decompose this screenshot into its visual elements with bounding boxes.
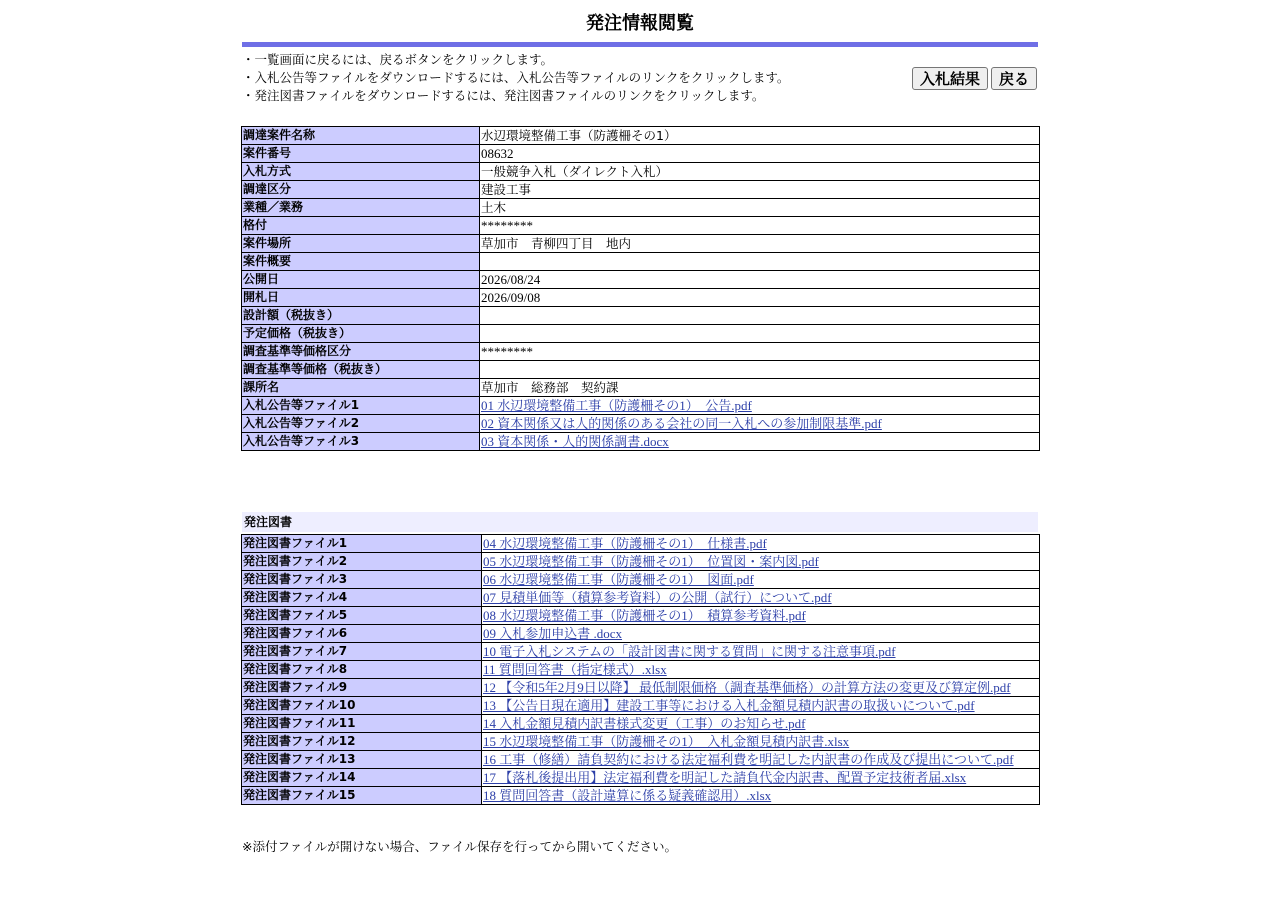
row-label: 発注図書ファイル3 bbox=[242, 571, 482, 589]
row-label: 入札公告等ファイル1 bbox=[242, 397, 480, 415]
row-value bbox=[482, 733, 1040, 751]
title-rule bbox=[242, 42, 1038, 47]
row-label: 発注図書ファイル10 bbox=[242, 697, 482, 715]
notice-file-link-1[interactable]: 01 水辺環境整備工事（防護柵その1） 公告.pdf bbox=[481, 398, 752, 413]
row-label: 案件概要 bbox=[242, 253, 480, 271]
bid-result-button[interactable]: 入札結果 bbox=[912, 67, 988, 90]
table-row bbox=[242, 715, 1040, 733]
row-value bbox=[482, 751, 1040, 769]
table-row bbox=[242, 235, 1040, 253]
row-value bbox=[482, 553, 1040, 571]
notice-file-link-3[interactable]: 03 資本関係・人的関係調書.docx bbox=[481, 434, 669, 449]
table-row bbox=[242, 271, 1040, 289]
table-row bbox=[242, 535, 1040, 553]
table-row bbox=[242, 307, 1040, 325]
drawing-file-link-12[interactable]: 15 水辺環境整備工事（防護柵その1） 入札金額見積内訳書.xlsx bbox=[483, 734, 850, 749]
row-value: 08632 bbox=[480, 145, 1040, 163]
page-title: 発注情報閲覧 bbox=[586, 13, 694, 34]
drawing-file-link-3[interactable]: 06 水辺環境整備工事（防護柵その1） 図面.pdf bbox=[483, 572, 754, 587]
drawing-file-link-15[interactable]: 18 質問回答書（設計違算に係る疑義確認用）.xlsx bbox=[483, 788, 772, 803]
row-label: 設計額（税抜き） bbox=[242, 307, 480, 325]
drawing-file-link-5[interactable]: 08 水辺環境整備工事（防護柵その1） 積算参考資料.pdf bbox=[483, 608, 806, 623]
notice-file-link-2[interactable]: 02 資本関係又は人的関係のある会社の同一入札への参加制限基準.pdf bbox=[481, 416, 882, 431]
row-label: 調査基準等価格区分 bbox=[242, 343, 480, 361]
drawing-file-link-6[interactable]: 09 入札参加申込書 .docx bbox=[483, 626, 623, 641]
table-row bbox=[242, 415, 1040, 433]
table-row bbox=[242, 145, 1040, 163]
row-value bbox=[482, 697, 1040, 715]
instruction-notice-download: ・入札公告等ファイルをダウンロードするには、入札公告等ファイルのリンクをクリックします。 bbox=[242, 70, 790, 85]
table-row bbox=[242, 607, 1040, 625]
row-value bbox=[482, 643, 1040, 661]
table-row bbox=[242, 343, 1040, 361]
table-row bbox=[242, 289, 1040, 307]
row-value bbox=[482, 607, 1040, 625]
row-value: 2026/08/24 bbox=[480, 271, 1040, 289]
drawing-file-link-1[interactable]: 04 水辺環境整備工事（防護柵その1） 仕様書.pdf bbox=[483, 536, 767, 551]
table-row bbox=[242, 625, 1040, 643]
row-value bbox=[480, 307, 1040, 325]
row-label: 入札方式 bbox=[242, 163, 480, 181]
row-value bbox=[480, 415, 1040, 433]
table-row bbox=[242, 361, 1040, 379]
row-value: 建設工事 bbox=[480, 181, 1040, 199]
row-label: 発注図書ファイル11 bbox=[242, 715, 482, 733]
row-label: 発注図書ファイル15 bbox=[242, 787, 482, 805]
row-label: 入札公告等ファイル3 bbox=[242, 433, 480, 451]
row-value: ******** bbox=[480, 343, 1040, 361]
table-row bbox=[242, 553, 1040, 571]
back-button[interactable]: 戻る bbox=[991, 67, 1037, 90]
row-label: 開札日 bbox=[242, 289, 480, 307]
row-value bbox=[482, 715, 1040, 733]
row-label: 発注図書ファイル14 bbox=[242, 769, 482, 787]
row-label: 調達区分 bbox=[242, 181, 480, 199]
instructions bbox=[242, 51, 882, 105]
row-label: 格付 bbox=[242, 217, 480, 235]
drawing-file-link-4[interactable]: 07 見積単価等（積算参考資料）の公開（試行）について.pdf bbox=[483, 590, 832, 605]
row-label: 発注図書ファイル8 bbox=[242, 661, 482, 679]
table-row bbox=[242, 571, 1040, 589]
table-row bbox=[242, 379, 1040, 397]
row-value: 草加市 総務部 契約課 bbox=[480, 379, 1040, 397]
table-row bbox=[242, 661, 1040, 679]
table-row bbox=[242, 127, 1040, 145]
drawing-file-link-14[interactable]: 17 【落札後提出用】法定福利費を明記した請負代金内訳書、配置予定技術者届.xlsx bbox=[483, 770, 967, 785]
row-label: 案件番号 bbox=[242, 145, 480, 163]
table-row bbox=[242, 751, 1040, 769]
drawing-file-link-7[interactable]: 10 電子入札システムの「設計図書に関する質問」に関する注意事項.pdf bbox=[483, 644, 896, 659]
row-value bbox=[480, 325, 1040, 343]
row-label: 案件場所 bbox=[242, 235, 480, 253]
table-row bbox=[242, 397, 1040, 415]
row-value: 水辺環境整備工事（防護柵その1） bbox=[480, 127, 1040, 145]
table-row bbox=[242, 253, 1040, 271]
row-value bbox=[482, 535, 1040, 553]
row-value bbox=[480, 253, 1040, 271]
row-label: 発注図書ファイル13 bbox=[242, 751, 482, 769]
row-value bbox=[480, 361, 1040, 379]
row-label: 発注図書ファイル2 bbox=[242, 553, 482, 571]
row-label: 発注図書ファイル6 bbox=[242, 625, 482, 643]
row-label: 発注図書ファイル9 bbox=[242, 679, 482, 697]
drawing-file-link-11[interactable]: 14 入札金額見積内訳書様式変更（工事）のお知らせ.pdf bbox=[483, 716, 806, 731]
row-label: 発注図書ファイル7 bbox=[242, 643, 482, 661]
action-buttons bbox=[912, 67, 1037, 90]
drawings-table bbox=[241, 534, 1040, 805]
row-value bbox=[482, 589, 1040, 607]
case-info-table bbox=[241, 126, 1040, 451]
row-label: 課所名 bbox=[242, 379, 480, 397]
row-label: 入札公告等ファイル2 bbox=[242, 415, 480, 433]
row-value: 土木 bbox=[480, 199, 1040, 217]
row-label: 業種／業務 bbox=[242, 199, 480, 217]
row-value: 2026/09/08 bbox=[480, 289, 1040, 307]
row-label: 公開日 bbox=[242, 271, 480, 289]
table-row bbox=[242, 679, 1040, 697]
row-value bbox=[480, 397, 1040, 415]
row-value: ******** bbox=[480, 217, 1040, 235]
row-value bbox=[482, 769, 1040, 787]
row-value: 草加市 青柳四丁目 地内 bbox=[480, 235, 1040, 253]
drawing-file-link-9[interactable]: 12 【令和5年2月9日以降】 最低制限価格（調査基準価格）の計算方法の変更及び算定例.pdf bbox=[483, 680, 1011, 695]
row-label: 予定価格（税抜き） bbox=[242, 325, 480, 343]
row-label: 発注図書ファイル1 bbox=[242, 535, 482, 553]
table-row bbox=[242, 733, 1040, 751]
table-row bbox=[242, 769, 1040, 787]
row-value bbox=[480, 433, 1040, 451]
table-row bbox=[242, 697, 1040, 715]
row-label: 発注図書ファイル12 bbox=[242, 733, 482, 751]
table-row bbox=[242, 787, 1040, 805]
row-value bbox=[482, 571, 1040, 589]
instruction-drawings-download: ・発注図書ファイルをダウンロードするには、発注図書ファイルのリンクをクリックします。 bbox=[242, 88, 765, 103]
row-value: 一般競争入札（ダイレクト入札） bbox=[480, 163, 1040, 181]
table-row bbox=[242, 589, 1040, 607]
drawings-section-heading: 発注図書 bbox=[242, 512, 1038, 532]
instruction-back: ・一覧画面に戻るには、戻るボタンをクリックします。 bbox=[242, 52, 554, 67]
row-value bbox=[482, 661, 1040, 679]
drawing-file-link-10[interactable]: 13 【公告日現在適用】建設工事等における入札金額見積内訳書の取扱いについて.pdf bbox=[483, 698, 975, 713]
row-label: 調達案件名称 bbox=[242, 127, 480, 145]
row-label: 調査基準等価格（税抜き） bbox=[242, 361, 480, 379]
drawing-file-link-2[interactable]: 05 水辺環境整備工事（防護柵その1） 位置図・案内図.pdf bbox=[483, 554, 819, 569]
row-value bbox=[482, 787, 1040, 805]
row-label: 発注図書ファイル5 bbox=[242, 607, 482, 625]
table-row bbox=[242, 643, 1040, 661]
table-row bbox=[242, 433, 1040, 451]
row-value bbox=[482, 625, 1040, 643]
table-row bbox=[242, 163, 1040, 181]
table-row bbox=[242, 217, 1040, 235]
drawing-file-link-8[interactable]: 11 質問回答書（指定様式）.xlsx bbox=[483, 662, 667, 677]
row-label: 発注図書ファイル4 bbox=[242, 589, 482, 607]
table-row bbox=[242, 199, 1040, 217]
drawing-file-link-13[interactable]: 16 工事（修繕）請負契約における法定福利費を明記した内訳書の作成及び提出について.pdf bbox=[483, 752, 1014, 767]
table-row bbox=[242, 325, 1040, 343]
footnote: ※添付ファイルが開けない場合、ファイル保存を行ってから開いてください。 bbox=[242, 839, 677, 854]
table-row bbox=[242, 181, 1040, 199]
row-value bbox=[482, 679, 1040, 697]
